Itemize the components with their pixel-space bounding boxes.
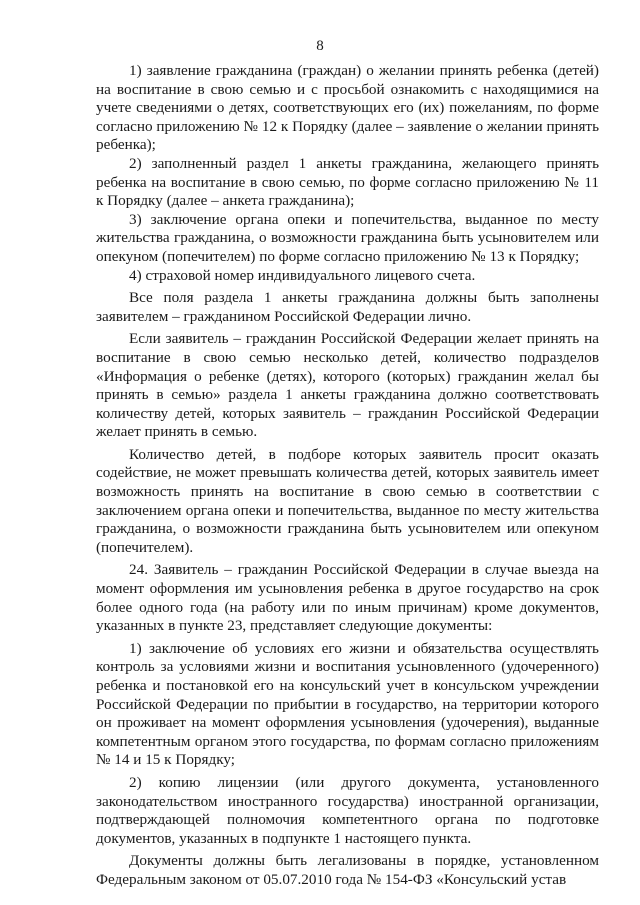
paragraph-insurance-number: 4) страховой номер индивидуального лицевого счета. (129, 266, 476, 284)
paragraph-fields-filled: Все поля раздела 1 анкеты гражданина должны быть заполнены заявителем – гражданином Российской Федерации лично. (96, 289, 599, 325)
paragraph-questionnaire: 2) заполненный раздел 1 анкеты гражданина, желающего принять ребенка на воспитание в свою семью, по форме согласно приложению № 11 к Порядку (далее – анкета гражданина); (96, 154, 599, 210)
paragraph-guardianship-conclusion: 3) заключение органа опеки и попечительства, выданное по месту жительства гражданина, о возможности гражданина быть усыновителем или опекуном (попечителем) по форме согласно приложению № 13 к Порядку; (96, 210, 599, 265)
paragraph-item-24: 24. Заявитель – гражданин Российской Федерации в случае выезда на момент оформления им усыновления ребенка в другое государство на срок более одного года (на работу или по иным причинам) кроме документов, указанных в пункте 23, представляет следующие документы: (96, 561, 599, 635)
paragraph-license-copy: 2) копию лицензии (или другого документа, установленного законодательством иностранного государства) иностранной организации, подтверждающей полномочия компетентного органа по подготовке документов, указанных в подпункте 1 настоящего пункта. (96, 773, 599, 847)
paragraph-several-children: Если заявитель – гражданин Российской Федерации желает принять на воспитание в свою семью несколько детей, количество подразделов «Информация о ребенке (детях), которого (которых) гражданин желал бы принять в семью» раздела 1 анкеты гражданина должно соответствовать количеству детей, которых заявитель – гражданин Российской Федерации желает принять в семью. (96, 330, 599, 441)
paragraph-living-conditions: 1) заключение об условиях его жизни и обязательства осуществлять контроль за условиями жизни и воспитания усыновленного (удочеренного) ребенка и постановкой его на консульский учет в консульском учреждении Российской Федерации по прибытии в государство, на территории которого он проживает на момент оформления усыновления (удочерения), выданные компетентным органом этого государства, по формам согласно приложениям № 14 и 15 к Порядку; (96, 639, 599, 769)
document-body (96, 62, 599, 890)
paragraph-children-count: Количество детей, в подборе которых заявитель просит оказать содействие, не может превышать количества детей, которых заявитель имеет возможность принять на воспитание в свою семью в соответствии с заключением органа опеки и попечительства, выданное по месту жительства гражданина, о возможности гражданина быть усыновителем или опекуном (попечителем). (96, 445, 599, 556)
paragraph-legalization: Документы должны быть легализованы в порядке, установленном Федеральным законом от 05.07.2010 года № 154-ФЗ «Консульский устав (96, 852, 599, 888)
page-number: 8 (316, 38, 324, 54)
paragraph-application: 1) заявление гражданина (граждан) о желании принять ребенка (детей) на воспитание в свою семью и с просьбой ознакомить с находящимися на учете сведениями о детях, соответствующих его (их) пожеланиям, по форме согласно приложению № 12 к Порядку (далее – заявление о желании принять ребенка); (96, 62, 599, 154)
